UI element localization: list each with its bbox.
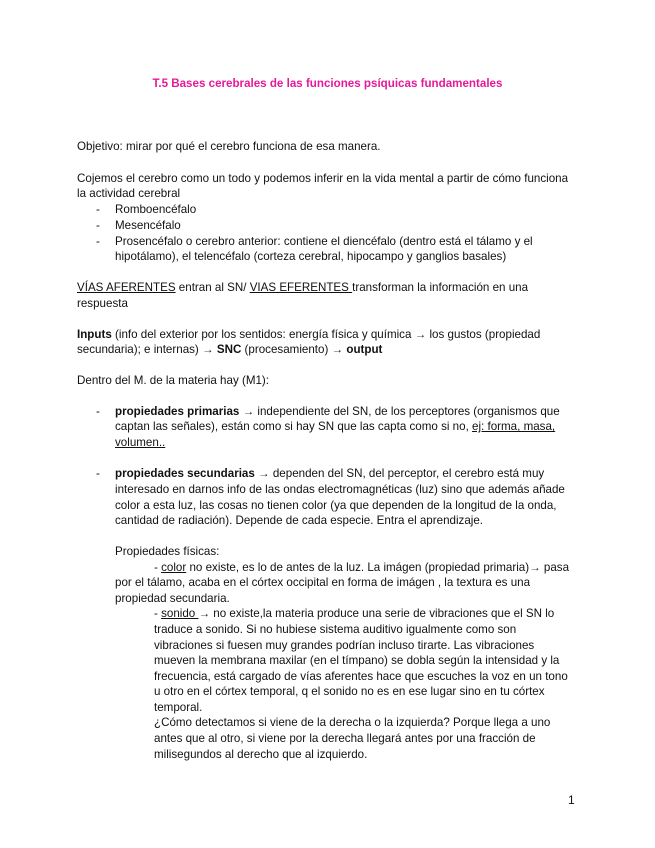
intro-line-1: Cojemos el cerebro como un todo y podemos inferir en la vida mental a partir de cómo funciona [77,172,569,185]
list-bullet: - [96,203,100,216]
sonido-line-2: traduce a sonido. Si no hubiese sistema auditivo igualmente como son [154,623,517,636]
page-number: 1 [568,793,575,807]
secundarias-line-4: cantidad de radiación). Depende de cada especie. Entra el aprendizaje. [115,514,484,527]
vias-aferentes: VÍAS AFERENTES [77,281,176,294]
vias-paragraph-line-1: VÍAS AFERENTES entran al SN/ VIAS EFERENTES transforman la información en una [77,281,529,294]
intro-line-2: la actividad cerebral [77,187,181,200]
vias-paragraph-line-2: respuesta [77,297,128,310]
color-line-2: por el tálamo, acaba en el córtex occipital en forma de imágen , la textura es una [115,576,531,589]
secundarias-line-1: propiedades secundarias → dependen del SN, del perceptor, el cerebro está muy [115,467,545,480]
secundarias-line-2: interesado en darnos info de las ondas electromagnéticas (luz) sino que además añade [115,483,565,496]
vias-eferentes: VIAS EFERENTES [249,281,353,294]
color-line-1: - color no existe, es lo de antes de la luz. La imágen (propiedad primaria)→ pasa [154,561,570,574]
list-bullet: - [96,467,100,480]
sonido-line-3: vibraciones si fuesen muy grandes podrían incluso tirarte. Las vibraciones [154,639,535,652]
secundarias-line-3: color a esta luz, las cosas no tienen color (ya que dependen de la longitud de la onda, [115,499,557,512]
materia-text: Dentro del M. de la materia hay (M1): [77,374,270,387]
document-title: T.5 Bases cerebrales de las funciones psíquicas fundamentales [152,77,503,90]
sonido-line-7: temporal. [154,701,203,714]
question-line-1: ¿Cómo detectamos si viene de la derecha o la izquierda? Porque llega a uno [154,716,551,729]
list-bullet: - [96,405,100,418]
question-line-2: antes que al otro, si viene por la derecha llegará antes por una fracción de [154,732,536,745]
list-bullet: - [96,219,100,232]
objetivo-text: Objetivo: mirar por qué el cerebro funciona de esa manera. [77,140,381,153]
fisicas-heading: Propiedades físicas: [115,545,220,558]
primarias-line-2: captan las señales), están como si hay SN que las capta como si no, ej: forma, masa, [115,420,556,433]
list-bullet: - [96,235,100,248]
sonido-line-6: u otro en el córtex temporal, q el sonido no es en ese lugar sino en tu córtex [154,685,545,698]
sonido-line-4: mueven la membrana maxilar (en el tímpano) se dobla según la intensidad y la [154,654,560,667]
inputs-line-1: Inputs (info del exterior por los sentidos: energía física y química → los gustos (propiedad [77,328,541,341]
list-item-prosencefalo: Prosencéfalo o cerebro anterior: contiene el diencéfalo (dentro está el tálamo y el [115,235,533,248]
inputs-line-2: secundaria); e internas) → SNC (procesamiento) → output [77,343,383,356]
primarias-line-3: volumen.. [115,436,166,449]
list-item-mesencefalo: Mesencéfalo [115,219,181,232]
primarias-line-1: propiedades primarias → independiente del SN, de los perceptores (organismos que [115,405,560,418]
list-item-romboencefalo: Romboencéfalo [115,203,197,216]
question-line-3: milisegundos al derecho que al izquierdo. [154,748,368,761]
color-line-3: propiedad secundaria. [115,592,230,605]
sonido-line-1: - sonido → no existe,la materia produce una serie de vibraciones que el SN lo [154,607,555,620]
sonido-line-5: frecuencia, está cargado de vías aferentes hace que escuches la voz en un tono [154,670,568,683]
list-item-prosencefalo-cont: hipotálamo), el telencéfalo (corteza cerebral, hipocampo y ganglios basales) [115,250,507,263]
